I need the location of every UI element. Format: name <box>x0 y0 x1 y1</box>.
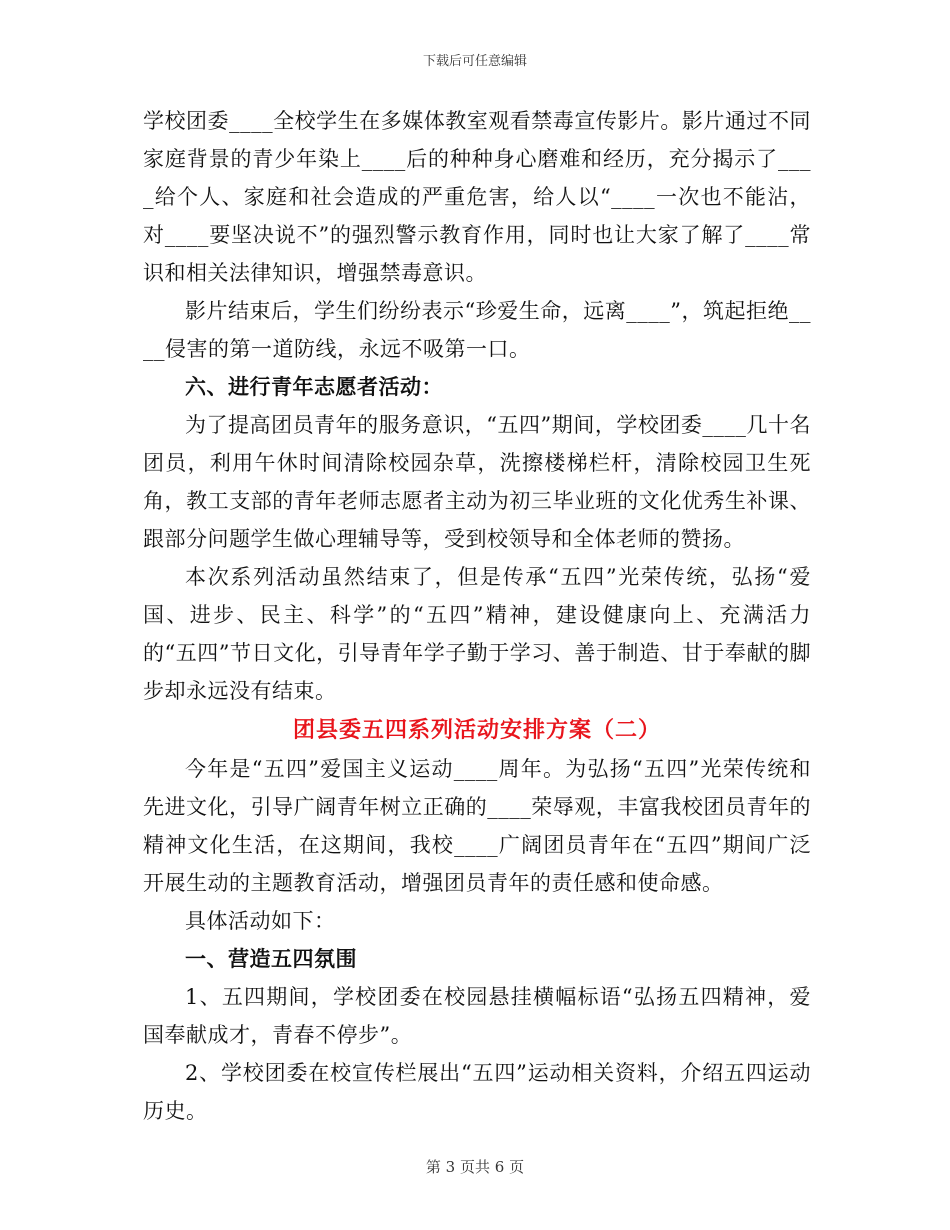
paragraph-item-2: 2、学校团委在校宣传栏展出“五四”运动相关资料，介绍五四运动历史。 <box>143 1061 811 1123</box>
page-footer: 第 3 页共 6 页 <box>425 1158 525 1176</box>
paragraph-item-1: 1、五四期间，学校团委在校园悬挂横幅标语“弘扬五四精神，爱国奉献成才，青春不停步”。 <box>143 985 811 1047</box>
paragraph-conclusion: 本次系列活动虽然结束了，但是传承“五四”光荣传统，弘扬“爱国、进步、民主、科学”的“五四”精神，建设健康向上、充满活力的“五四”节日文化，引导青年学子勤于学习、善于制造、甘于奉献的脚步却永远没有结束。 <box>143 565 811 703</box>
document-title: 团县委五四系列活动安排方案（二） <box>292 717 661 743</box>
section-heading-volunteer: 六、进行青年志愿者活动： <box>185 374 443 399</box>
paragraph-intro: 今年是“五四”爱国主义运动____周年。为弘扬“五四”光荣传统和先进文化，引导广阔青年树立正确的____荣辱观，丰富我校团员青年的精神文化生活，在这期间，我校____广阔团员青年在“五四”期间广泛开展生动的主题教育活动，增强团员青年的责任感和使命感。 <box>143 757 811 895</box>
paragraph-activities-intro: 具体活动如下： <box>185 909 336 933</box>
paragraph-anti-drug-film: 学校团委____全校学生在多媒体教室观看禁毒宣传影片。影片通过不同家庭背景的青少年染上____后的种种身心磨难和经历，充分揭示了____给个人、家庭和社会造成的严重危害，给人以“____一次也不能沾，对____要坚决说不”的强烈警示教育作用，同时也让大家了解了____常识和相关法律知识，增强禁毒意识。 <box>143 109 811 285</box>
paragraph-after-film: 影片结束后，学生们纷纷表示“珍爱生命，远离____”，筑起拒绝____侵害的第一道防线，永远不吸第一口。 <box>143 299 811 361</box>
section-heading-atmosphere: 一、营造五四氛围 <box>185 946 357 971</box>
page-header: 下载后可任意编辑 <box>422 54 527 69</box>
document-body <box>143 102 811 1130</box>
paragraph-volunteer: 为了提高团员青年的服务意识，“五四”期间，学校团委____几十名团员，利用午休时间清除校园杂草，洗擦楼梯栏杆，清除校园卫生死角，教工支部的青年老师志愿者主动为初三毕业班的文化优秀生补课、跟部分问题学生做心理辅导等，受到校领导和全体老师的赞扬。 <box>143 413 811 551</box>
